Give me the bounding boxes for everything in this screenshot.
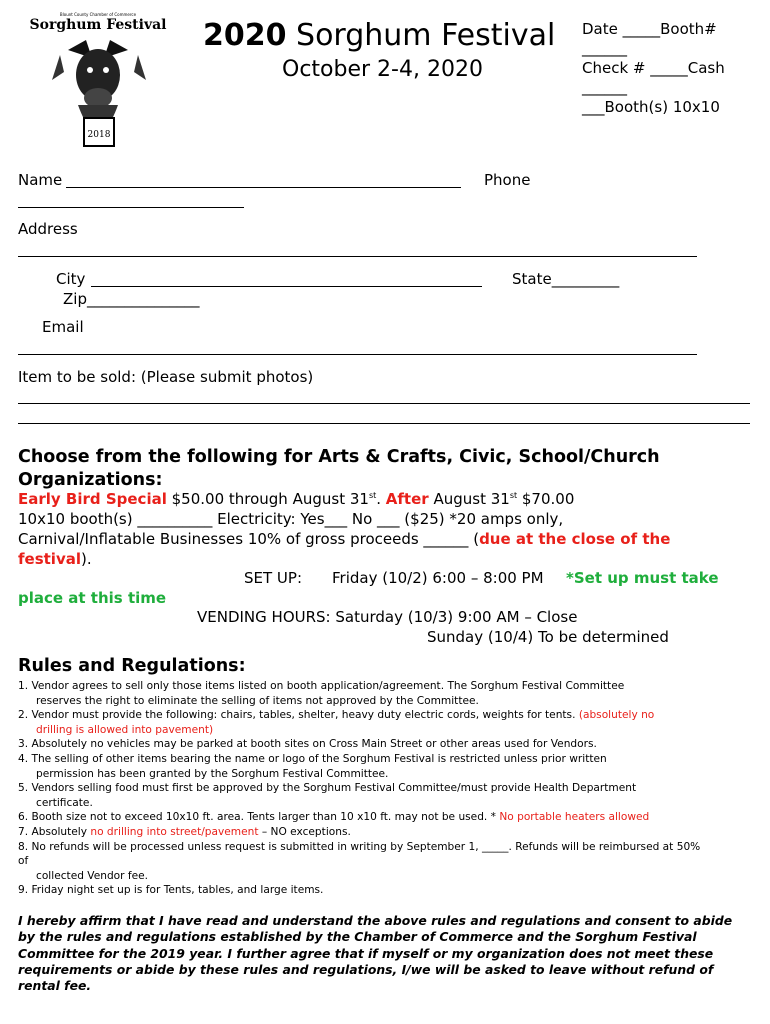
- city-label: City: [56, 270, 86, 288]
- rule-8: 8. No refunds will be processed unless request is submitted in writing by September 1, _____. Refunds will be reimbursed at 50%: [18, 840, 701, 853]
- setup-note-cont: place at this time: [18, 589, 167, 607]
- pricing-period: .: [376, 490, 386, 508]
- early-bird-label: Early Bird Special: [18, 490, 167, 508]
- carnival-line: [18, 530, 708, 569]
- office-booths: ___Booth(s) 10x10: [582, 97, 720, 116]
- carnival-due-note: due at the close of the festival: [18, 530, 671, 568]
- phone-label: Phone: [484, 171, 531, 189]
- name-field[interactable]: [66, 187, 461, 188]
- item-field-1[interactable]: [18, 403, 750, 404]
- rule-2-red: (absolutely no: [578, 709, 655, 722]
- setup-label: SET UP:: [244, 569, 303, 587]
- name-label: Name: [18, 171, 63, 189]
- rule-1: 1. Vendor agrees to sell only those items listed on booth application/agreement. The Sorghum Festival Committee: [18, 680, 625, 692]
- email-label: Email: [42, 318, 84, 336]
- item-field-2[interactable]: [18, 423, 750, 424]
- phone-field[interactable]: [18, 207, 244, 208]
- rules-list: [18, 679, 758, 898]
- zip-field[interactable]: Zip_______________: [63, 290, 200, 308]
- after-st: st: [509, 491, 518, 500]
- address-label: Address: [18, 220, 78, 238]
- office-line-2: ______: [582, 39, 627, 58]
- rule-7-end: – NO exceptions.: [258, 825, 351, 838]
- page-title: [203, 18, 555, 53]
- rule-1-cont: reserves the right to eliminate the selling of items not approved by the Committee.: [36, 694, 479, 707]
- rules-heading: Rules and Regulations:: [18, 656, 246, 676]
- email-field[interactable]: [18, 354, 697, 355]
- after-price: $70.00: [517, 490, 575, 508]
- state-field[interactable]: State_________: [512, 270, 620, 288]
- rule-7-text: 7. Absolutely: [18, 825, 91, 838]
- festival-logo: [29, 10, 167, 160]
- rule-5-cont: certificate.: [36, 796, 93, 809]
- pricing-line: [18, 490, 574, 508]
- office-line-4: ______: [582, 78, 627, 97]
- early-bird-price: $50.00 through August 31: [166, 490, 369, 508]
- rule-6-red: No portable heaters allowed: [499, 811, 650, 824]
- choose-heading: Choose from the following for Arts & Crafts, Civic, School/Church Organizations:: [18, 447, 660, 490]
- office-check-cash: Check # _____Cash: [582, 58, 725, 77]
- festival-dates: October 2-4, 2020: [282, 57, 483, 82]
- office-date-booth: Date _____Booth#: [582, 20, 717, 38]
- rule-3: 3. Absolutely no vehicles may be parked at booth sites on Cross Main Street or other areas used for Vendors.: [18, 738, 597, 751]
- rule-7: [18, 825, 758, 840]
- rule-4-cont: permission has been granted by the Sorghum Festival Committee.: [36, 767, 389, 780]
- affirmation-text: I hereby affirm that I have read and understand the above rules and regulations and consent to abide by the rules and regulations established by the Chamber of Commerce and the Sorghum Festival Committee for the 2019 year. I further agree that if myself or my organization does not meet these requirements or abide by these rules and regulations, I/we will be asked to leave without refund of rental fee.: [18, 913, 733, 994]
- rule-7-red: no drilling into street/pavement: [90, 825, 259, 838]
- office-use-block: [582, 20, 725, 117]
- sunday-hours: Sunday (10/4) To be determined: [427, 628, 669, 646]
- title-year: 2020: [203, 18, 287, 53]
- rule-2: [18, 708, 758, 723]
- carnival-end: ).: [80, 549, 92, 568]
- rule-2-cont: drilling is allowed into pavement): [36, 723, 214, 736]
- logo-title: Sorghum Festival: [29, 17, 167, 33]
- after-label: After: [385, 490, 429, 508]
- setup-note: *Set up must take: [566, 569, 719, 587]
- booth-electric-line: 10x10 booth(s) __________ Electricity: Yes___ No ___ ($25) *20 amps only,: [18, 510, 564, 528]
- rule-6: [18, 810, 758, 825]
- city-field[interactable]: [91, 286, 482, 287]
- logo-small-text: Blount County Chamber of Commerce: [59, 12, 137, 17]
- rule-4: 4. The selling of other items bearing the name or logo of the Sorghum Festival is restricted unless prior written: [18, 752, 607, 765]
- rule-5: 5. Vendors selling food must first be approved by the Sorghum Festival Committee/must provide Health Department: [18, 782, 637, 795]
- mule-logo-icon: [29, 10, 167, 160]
- rule-8-cont: collected Vendor fee.: [36, 869, 149, 882]
- after-date: August 31: [428, 490, 510, 508]
- item-label: Item to be sold: (Please submit photos): [18, 368, 314, 386]
- title-text: Sorghum Festival: [286, 18, 556, 53]
- early-st: st: [368, 491, 377, 500]
- rule-2-text: 2. Vendor must provide the following: chairs, tables, shelter, heavy duty electric cords, weights for tents.: [18, 709, 579, 722]
- setup-time: Friday (10/2) 6:00 – 8:00 PM: [332, 569, 544, 587]
- rule-8-of: of: [18, 855, 29, 868]
- carnival-text: Carnival/Inflatable Businesses 10% of gross proceeds ______ (: [18, 530, 480, 548]
- vending-hours: VENDING HOURS: Saturday (10/3) 9:00 AM – Close: [197, 608, 578, 626]
- logo-year: 2018: [87, 130, 111, 140]
- rule-9: 9. Friday night set up is for Tents, tables, and large items.: [18, 884, 324, 897]
- address-field[interactable]: [18, 256, 697, 257]
- rule-6-text: 6. Booth size not to exceed 10x10 ft. area. Tents larger than 10 x10 ft. may not be used. *: [18, 811, 500, 824]
